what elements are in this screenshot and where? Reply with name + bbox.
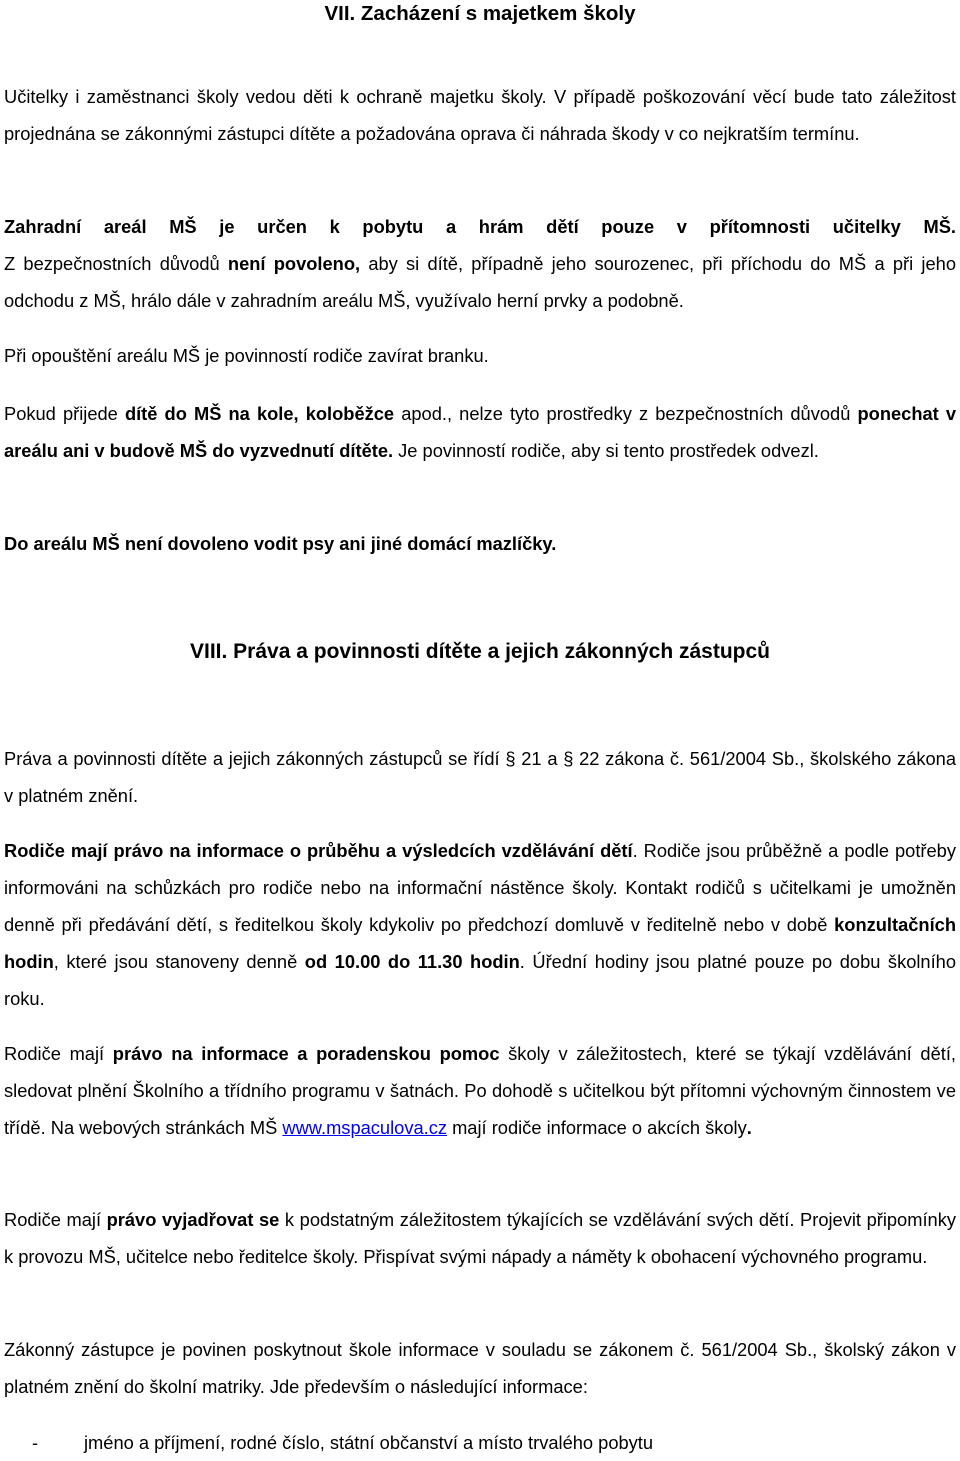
section-8-paragraph-2: Rodiče mají právo na informace o průběhu a výsledcích vzdělávání dětí. Rodiče jsou průběžně a podle potřeby informováni na schůzkách pro rodiče nebo na informační nástěnce školy. Kontakt rodičů s učitelkami je umožněn denně při předávání dětí, s ředitelkou školy kdykoliv po předchozí domluvě v ředitelně nebo v době konzultačních hodin, které jsou stanoveny denně od 10.00 do 11.30 hodin. Úřední hodiny jsou platné pouze po dobu školního roku. bbox=[4, 840, 957, 1009]
section-7-paragraph-2: Zahradní areál MŠ je určen k pobytu a hrám dětí pouze v přítomnosti učitelky MŠ. bbox=[4, 216, 956, 237]
section-7-heading: VII. Zacházení s majetkem školy bbox=[324, 2, 636, 25]
section-sign: § bbox=[563, 748, 574, 769]
list-item bbox=[4, 1424, 956, 1461]
section-8-paragraph-4: Rodiče mají právo vyjadřovat se k podstatným záležitostem týkajících se vzdělávání svých dětí. Projevit připomínky k provozu MŠ, učitelce nebo ředitelce školy. Přispívat svými nápady a náměty k obohacení výchovného programu. bbox=[4, 1209, 956, 1267]
section-sign: § bbox=[505, 748, 516, 769]
list-dash: - bbox=[32, 1432, 39, 1453]
section-7-paragraph-5: Pokud přijede dítě do MŠ na kole, koloběžce apod., nelze tyto prostředky z bezpečnostních důvodů ponechat v areálu ani v budově MŠ do vyzvednutí dítěte. Je povinností rodiče, aby si tento prostředek odvezl. bbox=[4, 403, 957, 461]
list-item-text: jméno a příjmení, rodné číslo, státní občanství a místo trvalého pobytu bbox=[84, 1432, 654, 1453]
section-7-paragraph-1: Učitelky i zaměstnanci školy vedou děti k ochraně majetku školy. V případě poškozování věcí bude tato záležitost projednána se zákonnými zástupci dítěte a požadována oprava či náhrada škody v co nejkratším termínu. bbox=[4, 86, 956, 144]
section-7-paragraph-6: Do areálu MŠ není dovoleno vodit psy ani jiné domácí mazlíčky. bbox=[4, 533, 557, 554]
section-8-paragraph-1: Práva a povinnosti dítěte a jejich zákonných zástupců se řídí § 21 a § 22 zákona č. 561/2004 Sb., školského zákona v platném znění. bbox=[4, 748, 956, 806]
section-8-paragraph-3: Rodiče mají právo na informace a poradenskou pomoc školy v záležitostech, které se týkají vzdělávání dětí, sledovat plnění Školního a třídního programu v šatnách. Po dohodě s učitelkou být přítomni výchovným činnostem ve třídě. Na webových stránkách MŠ www.mspaculova.cz mají rodiče informace o akcích školy. bbox=[4, 1043, 956, 1138]
school-website-link[interactable]: www.mspaculova.cz bbox=[282, 1117, 447, 1138]
section-7-paragraph-4: Při opouštění areálu MŠ je povinností rodiče zavírat branku. bbox=[4, 345, 489, 366]
information-list bbox=[4, 1424, 956, 1461]
section-8-paragraph-5: Zákonný zástupce je povinen poskytnout škole informace v souladu se zákonem č. 561/2004 Sb., školský zákon v platném znění do školní matriky. Jde především o následující informace: bbox=[4, 1339, 956, 1397]
section-8-heading: VIII. Práva a povinnosti dítěte a jejich zákonných zástupců bbox=[190, 640, 770, 663]
section-7-paragraph-3: Z bezpečnostních důvodů není povoleno, aby si dítě, případně jeho sourozenec, při příchodu do MŠ a při jeho odchodu z MŠ, hrálo dále v zahradním areálu MŠ, využívalo herní prvky a podobně. bbox=[4, 253, 956, 311]
